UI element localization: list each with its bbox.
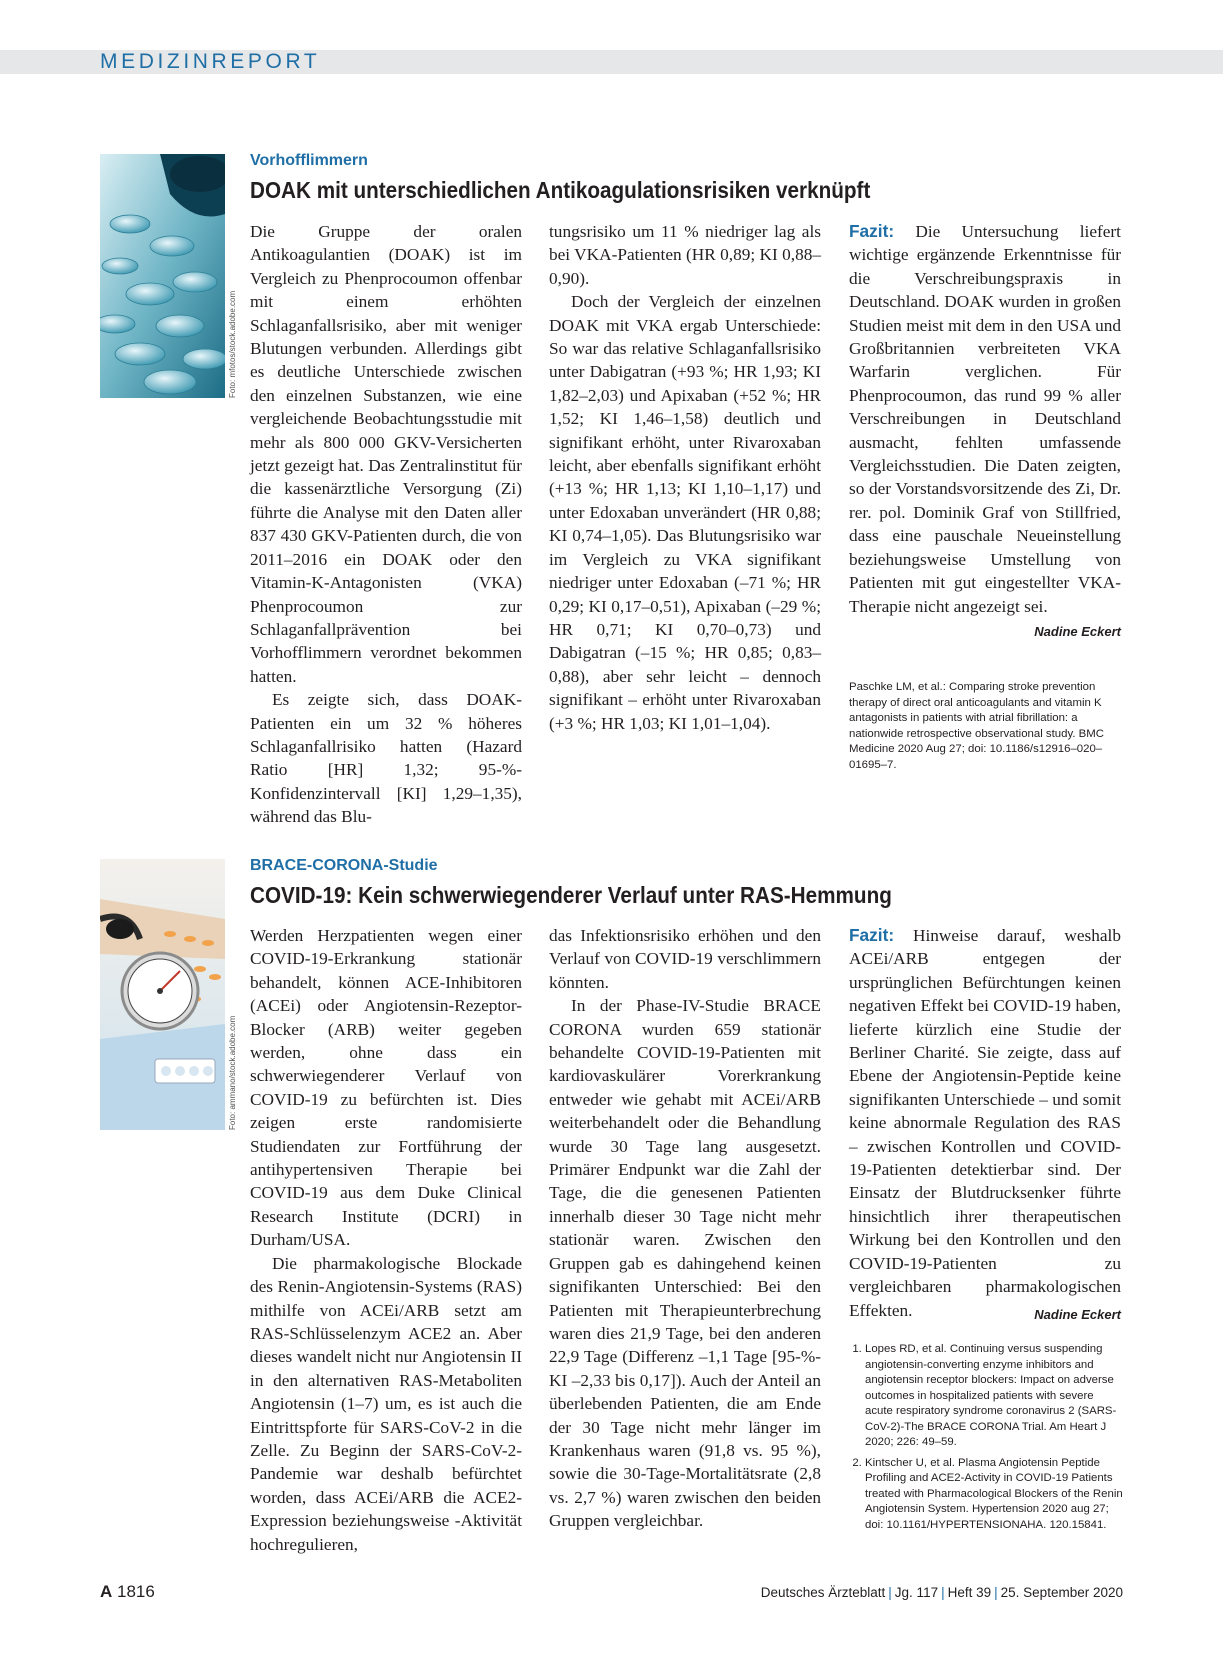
page-prefix: A — [100, 1582, 113, 1601]
fazit-column — [849, 220, 1121, 643]
author-byline: Nadine Eckert — [1034, 1306, 1121, 1322]
reference-item: 1. Lopes RD, et al. Continuing versus suspending angiotensin-converting enzyme inhibitors and angiotensin receptor blockers: Impact on adverse outcomes in hospitalized patients with severe acute respiratory syndrome coronavirus 2 (SARS-CoV-2)-The BRACE CORONA Trial. Am Heart J 2020; 226: 49–59. — [865, 1342, 1124, 1451]
article-column-2 — [549, 220, 821, 735]
blood-pressure-monitor-photo — [100, 859, 225, 1130]
fazit-paragraph — [849, 220, 1121, 618]
article-headline: DOAK mit unterschiedlichen Antikoagulationsrisiken verknüpft — [250, 177, 871, 203]
article-column-2 — [549, 924, 821, 1533]
paragraph: In der Phase-IV-Studie BRACE CORONA wurden 659 stationär behandelte COVID-19-Patienten mit kardiovaskulärer Vorerkrankung entweder wie gehabt mit ACEi/ARB weiterbehandelt oder die Behandlung wurde 30 Tage lang ausgesetzt. Primärer Endpunkt war die Zahl der Tage, die die genesenen Patienten innerhalb dieser 30 Tage nicht mehr stationär waren. Zwischen den Gruppen gab es dahingehend keinen signifikanten Unterschied: Bei den Patienten mit Therapieunterbrechung waren dies 21,9 Tage, bei den anderen 22,9 Tage (Differenz –1,1 Tage [95-%-KI –2,33 bis 0,17]). Auch der Anteil an überlebenden Patienten, die am Ende der 30 Tage nicht mehr länger im Krankenhaus waren (91,8 vs. 95 %), sowie die 30-Tage-Mortalitätsrate (2,8 vs. 2,7 %) waren zwischen den beiden Gruppen vergleichbar. — [549, 996, 821, 1531]
journal-date: 25. September 2020 — [1000, 1585, 1123, 1600]
article-column-1 — [250, 924, 522, 1556]
photo-credit: Foto: ammano/stock.adobe.com — [228, 1015, 237, 1130]
pills-photo — [100, 154, 225, 398]
paragraph: Die Gruppe der oralen Antikoagulantien (DOAK) ist im Vergleich zu Phenprocoumon offenbar mit einem erhöhten Schlaganfallsrisiko, aber mit weniger Blutungen verbunden. Allerdings gibt es deutliche Unterschiede zwischen den einzelnen Substanzen, wie eine vergleichende Beobachtungsstudie mit mehr als 800 000 GKV-Versicherten jetzt gezeigt hat. Das Zentralinstitut für die kassenärztliche Versorgung (Zi) führte die Analyse mit den Daten aller 837 430 GKV-Patienten durch, die von 2011–2016 ein DOAK oder den Vitamin-K-Antagonisten (VKA) Phenprocoumon zur Schlaganfallprävention bei Vorhofflimmern verordnet bekommen hatten. — [250, 222, 522, 686]
page-number — [100, 1582, 155, 1602]
paragraph: Werden Herzpatienten wegen einer COVID-19-Erkrankung stationär behandelt, können ACE-Inhibitoren (ACEi) oder Angiotensin-Rezeptor-Blocker (ARB) weiter gegeben werden, ohne dass ein schwerwiegenderer Verlauf von COVID-19 zu befürchten ist. Dies zeigen erste randomisierte Studiendaten zur Fortführung der antihypertensiven Therapie bei COVID-19 aus dem Duke Clinical Research Institute (DCRI) in Durham/USA. — [250, 926, 522, 1250]
section-label: MEDIZINREPORT — [100, 50, 321, 73]
fazit-text: Hinweise darauf, weshalb ACEi/ARB entgegen der ursprünglichen Befürchtungen keinen negativen Effekt bei COVID-19 haben, lieferte kürzlich eine Studie der Berliner Charité. Sie zeigte, dass auf Ebene der Angiotensin-Peptide keine signifikanten Unterschiede – und somit keine abnormale Regulation des RAS – zwischen Kontrollen und COVID-19-Patienten detektierbar sind. Der Einsatz der Blutdrucksenker führte hinsichtlich ihrer therapeutischen Wirkung bei den Kontrollen und den COVID-19-Patienten zu vergleichbaren pharmakologischen Effekten. — [849, 926, 1121, 1320]
author-byline: Nadine Eckert — [1034, 623, 1121, 639]
paragraph: Die pharmakologische Blockade des Renin-Angiotensin-Systems (RAS) mithilfe von ACEi/ARB setzt am RAS-Schlüsselenzym ACE2 an. Aber dieses wandelt nicht nur Angiotensin II in den alternativen RAS-Metaboliten Angiotensin (1–7) um, es ist auch die Eintrittspforte für SARS-CoV-2 in die Zelle. Zu Beginn der SARS-CoV-2-Pandemie war deshalb befürchtet worden, dass ACEi/ARB die ACE2-Expression beziehungsweise -Aktivität hochregulieren, — [250, 1253, 522, 1554]
photo-credit: Foto: mfotos/stock.adobe.com — [228, 290, 237, 398]
reference-list — [849, 1342, 1124, 1538]
journal-volume: Jg. 117 — [894, 1585, 939, 1600]
paragraph: das Infektionsrisiko erhöhen und den Verlauf von COVID-19 verschlimmern könnten. — [549, 926, 821, 992]
fazit-paragraph — [849, 924, 1121, 1322]
journal-issue: Heft 39 — [947, 1585, 992, 1600]
article-kicker: BRACE-CORONA-Studie — [250, 857, 438, 874]
reference: Paschke LM, et al.: Comparing stroke prevention therapy of direct oral anticoagulants and vitamin K antagonists in patients with atrial fibrillation: a nationwide retrospective observational study. BMC Medicine 2020 Aug 27; doi: 10.1186/s12916–020–01695–7. — [849, 681, 1104, 771]
fazit-text: Die Untersuchung liefert wichtige ergänzende Erkenntnisse für die Verschreibungspraxis in Deutschland. DOAK wurden in großen Studien meist mit dem in den USA und Großbritannien verbreiteten VKA Warfarin verglichen. Für Phenprocoumon, das rund 99 % aller Verschreibungen in Deutschland ausmacht, fehlten umfassende Vergleichsstudien. Die Daten zeigten, so der Vorstandsvorsitzende des Zi, Dr. rer. pol. Dominik Graf von Stillfried, dass eine pauschale Neueinstellung beziehungsweise Umstellung von Patienten mit gut eingestellter VKA-Therapie nicht angezeigt sei. — [849, 222, 1121, 616]
article-headline: COVID-19: Kein schwerwiegenderer Verlauf unter RAS-Hemmung — [250, 882, 892, 908]
journal-name: Deutsches Ärzteblatt — [760, 1585, 886, 1600]
article-kicker: Vorhofflimmern — [250, 152, 368, 169]
fazit-label: Fazit: — [849, 221, 895, 241]
fazit-column — [849, 924, 1121, 1326]
paragraph: Doch der Vergleich der einzelnen DOAK mit VKA ergab Unterschiede: So war das relative Schlaganfallsrisiko unter Dabigatran (+93 %; HR 1,93; KI 1,82–2,03) und Apixaban (+52 %; HR 1,52; KI 1,46–1,58) deutlich und signifikant erhöht, unter Rivaroxaban leicht, aber ebenfalls signifikant erhöht (+13 %; HR 1,13; KI 1,10–1,17) und unter Edoxaban unverändert (HR 0,88; KI 0,74–1,05). Das Blutungsrisiko war im Vergleich zu VKA signifikant niedriger unter Edoxaban (–71 %; HR 0,29; KI 0,17–0,51), Apixaban (–29 %; HR 0,71; KI 0,70–0,73) und Dabigatran (–15 %; HR 0,85; 0,83–0,88), aber sehr leicht – dennoch signifikant – erhöht unter Rivaroxaban (+3 %; HR 1,03; KI 1,01–1,04). — [549, 292, 821, 733]
separator: | — [941, 1585, 945, 1600]
article-column-1 — [250, 220, 522, 829]
paragraph: tungsrisiko um 11 % niedriger lag als bei VKA-Patienten (HR 0,89; KI 0,88–0,90). — [549, 222, 821, 288]
page-number-value: 1816 — [117, 1582, 155, 1601]
journal-footer — [761, 1585, 1123, 1600]
fazit-label: Fazit: — [849, 925, 895, 945]
reference-item: 2. Kintscher U, et al. Plasma Angiotensin Peptide Profiling and ACE2-Activity in COVID-19 Patients treated with Pharmacological Blockers of the Renin Angiotensin System. Hypertension 2020 aug 27; doi: 10.1161/HYPERTENSIONAHA. 120.15841. — [865, 1456, 1124, 1534]
separator: | — [994, 1585, 998, 1600]
separator: | — [888, 1585, 892, 1600]
paragraph: Es zeigte sich, dass DOAK-Patienten ein um 32 % höheres Schlaganfallrisiko hatten (Hazard Ratio [HR] 1,32; 95-%-Konfidenzintervall [KI] 1,29–1,35), während das Blu- — [250, 690, 522, 827]
